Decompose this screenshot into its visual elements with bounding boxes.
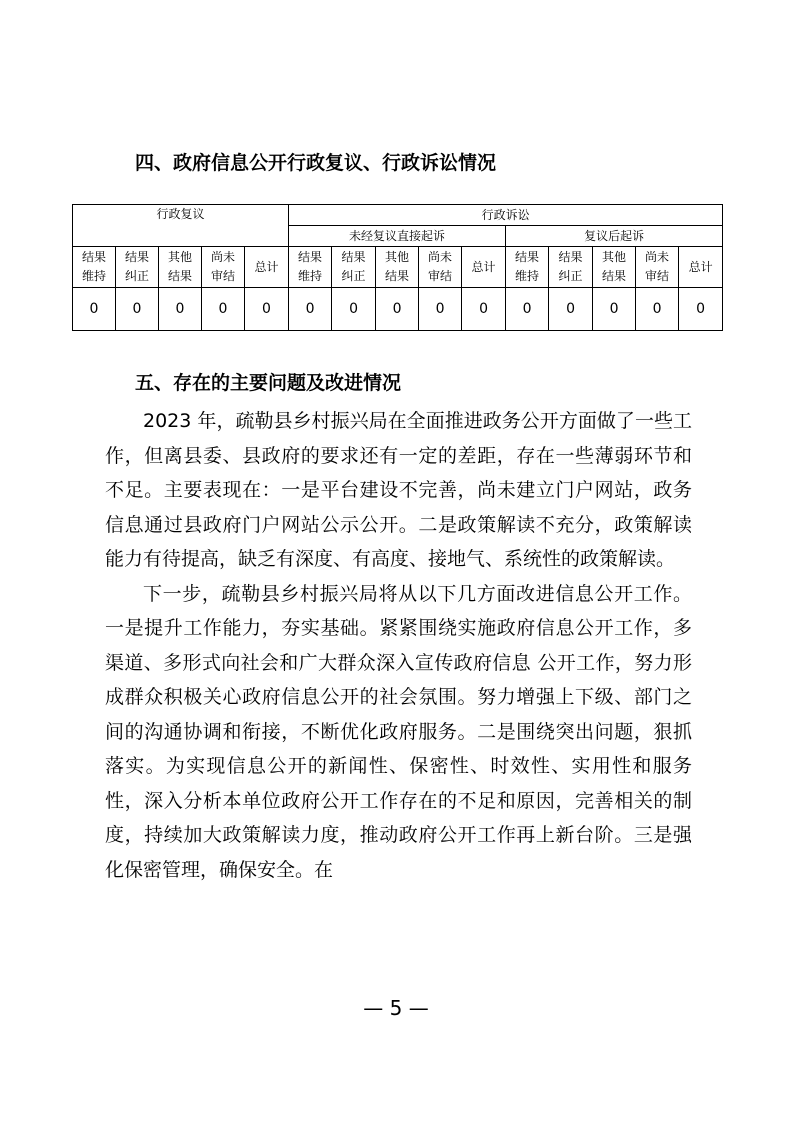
column-header-line: 结果 [602, 269, 627, 283]
value-cell: 0 [462, 288, 506, 331]
column-header [202, 247, 245, 288]
column-header-line: 结果 [341, 250, 366, 264]
column-header [245, 247, 289, 288]
column-header [419, 247, 462, 288]
paragraph: 下一步，疏勒县乡村振兴局将从以下几方面改进信息公开工作。一是提升工作能力，夯实基础。紧紧围绕实施政府信息公开工作，多渠道、多形式向社会和广大群众深入宣传政府信息 公开工作，努力形成群众积极关心政府信息公开的社会氛围。努力增强上下级、部门之间的沟通协调和衔接，不断优化政府服务。二是围绕突出问题，狠抓落实。为实现信息公开的新闻性、保密性、时效性、实用性和服务性，深入分析本单位政府公开工作存在的不足和原因，完善相关的制度，持续加大政策解读力度，推动政府公开工作再上新台阶。三是强化保密管理，确保安全。在 [105, 582, 692, 881]
header-admin-review: 行政复议 [73, 205, 289, 247]
column-header-line: 其他 [167, 250, 192, 264]
review-litigation-table [72, 204, 723, 331]
header-admin-litigation: 行政诉讼 [289, 205, 723, 226]
section-heading-5: 五、存在的主要问题及改进情况 [135, 372, 402, 394]
column-header-line: 维持 [81, 269, 106, 283]
column-header [636, 247, 679, 288]
column-header [73, 247, 116, 288]
value-cell: 0 [332, 288, 376, 331]
column-header-line: 尚未 [645, 250, 670, 264]
column-header [289, 247, 332, 288]
column-header-line: 纠正 [558, 269, 583, 283]
value-cell: 0 [593, 288, 636, 331]
value-cell: 0 [202, 288, 245, 331]
header-direct-suit: 未经复议直接起诉 [289, 226, 506, 247]
column-header [462, 247, 506, 288]
header-after-review-suit: 复议后起诉 [506, 226, 723, 247]
column-header-line: 尚未 [428, 250, 453, 264]
column-header-line: 结果 [124, 250, 149, 264]
value-cell: 0 [116, 288, 159, 331]
column-header-line: 结果 [515, 250, 540, 264]
value-cell: 0 [636, 288, 679, 331]
column-header [549, 247, 593, 288]
column-header-line: 结果 [81, 250, 106, 264]
column-header [376, 247, 419, 288]
column-header-line: 其他 [602, 250, 627, 264]
column-header-line: 维持 [515, 269, 540, 283]
column-header-line: 纠正 [124, 269, 149, 283]
column-header-line: 结果 [558, 250, 583, 264]
column-header [679, 247, 723, 288]
value-cell: 0 [549, 288, 593, 331]
column-header-line: 结果 [167, 269, 192, 283]
value-cell: 0 [376, 288, 419, 331]
column-header [332, 247, 376, 288]
column-header-line: 总计 [254, 259, 279, 274]
column-header-line: 审结 [210, 269, 235, 283]
value-cell: 0 [245, 288, 289, 331]
value-cell: 0 [419, 288, 462, 331]
column-header-line: 其他 [385, 250, 410, 264]
value-cell: 0 [289, 288, 332, 331]
column-header-line: 总计 [471, 259, 496, 274]
value-cell: 0 [506, 288, 549, 331]
page-number: — 5 — [363, 996, 429, 1020]
column-header [593, 247, 636, 288]
column-header [116, 247, 159, 288]
column-header-line: 审结 [428, 269, 453, 283]
section-heading-4: 四、政府信息公开行政复议、行政诉讼情况 [135, 152, 497, 174]
value-cell: 0 [159, 288, 202, 331]
column-header [506, 247, 549, 288]
value-cell: 0 [679, 288, 723, 331]
column-header-line: 维持 [298, 269, 323, 283]
column-header-line: 尚未 [210, 250, 235, 264]
column-header-line: 结果 [385, 269, 410, 283]
column-header-line: 结果 [298, 250, 323, 264]
column-header-line: 纠正 [341, 269, 366, 283]
value-cell: 0 [73, 288, 116, 331]
column-header-line: 总计 [688, 259, 713, 274]
column-header [159, 247, 202, 288]
column-header-line: 审结 [645, 269, 670, 283]
paragraph: 2023 年，疏勒县乡村振兴局在全面推进政务公开方面做了一些工作，但离县委、县政府的要求还有一定的差距，存在一些薄弱环节和不足。主要表现在：一是平台建设不完善，尚未建立门户网站，政务信息通过县政府门户网站公示公开。二是政策解读不充分，政策解读能力有待提高，缺乏有深度、有高度、接地气、系统性的政策解读。 [105, 410, 692, 570]
body-text [105, 404, 692, 887]
